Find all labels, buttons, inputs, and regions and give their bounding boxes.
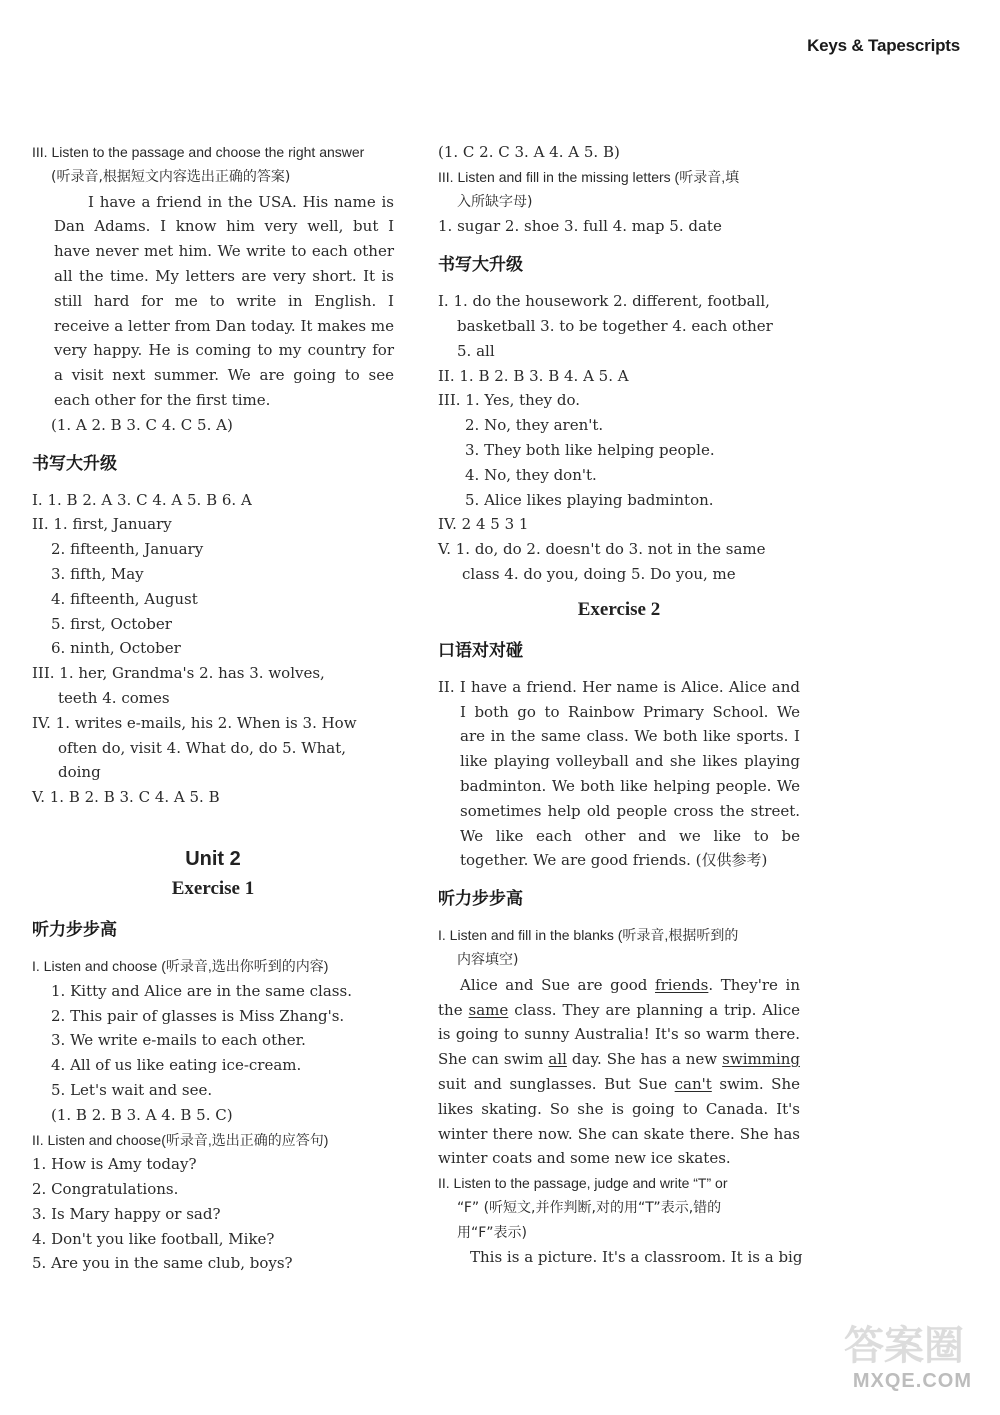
- list-item: 1. How is Amy today?: [32, 1155, 197, 1174]
- passage: This is a picture. It's a classroom. It is a big: [470, 1248, 803, 1267]
- filled-blank: can't: [674, 1074, 712, 1093]
- section-heading-writing: 书写大升级: [32, 453, 117, 474]
- passage-text: Alice and Sue are good: [460, 975, 656, 994]
- answer-line: 3. They both like helping people.: [465, 440, 715, 459]
- list-item: 3. Is Mary happy or sad?: [32, 1204, 221, 1223]
- passage: II. I have a friend. Her name is Alice. Alice and I both go to Rainbow Primary School. We are in the same class. We both like sports. I like playing volleyball and she likes playing badminton. We both like helping people. We sometimes help old people cross the street. We like each other and we like to be together. We are good friends. (仅供参考): [438, 677, 800, 870]
- answer-line: 4. fifteenth, August: [51, 589, 198, 608]
- section-heading-oral: 口语对对碰: [438, 640, 523, 661]
- section-title-cn: 入所缺字母): [457, 193, 533, 210]
- answer-line: 2. fifteenth, January: [51, 540, 204, 559]
- exercise-title: Exercise 1: [171, 877, 255, 899]
- list-item: 2. This pair of glasses is Miss Zhang's.: [51, 1006, 345, 1025]
- answer-line: I. 1. do the housework 2. different, football,: [438, 292, 770, 311]
- section-title-cn: 内容填空): [457, 951, 519, 968]
- list-item: 3. We write e-mails to each other.: [51, 1031, 306, 1050]
- answer-line: teeth 4. comes: [58, 688, 170, 707]
- list-item: 4. Don't you like football, Mike?: [32, 1229, 275, 1248]
- passage-text: class. They are planning a trip. Alice is going to sunny Australia! It's so warm there. She can swim: [438, 1000, 800, 1069]
- filled-blank: all: [548, 1050, 567, 1069]
- section-heading-writing: 书写大升级: [438, 255, 523, 276]
- section-title-cn: 用“F”表示): [457, 1224, 528, 1241]
- section-title: II. Listen and choose(听录音,选出正确的应答句): [32, 1131, 329, 1148]
- section-heading-listening: 听力步步高: [32, 919, 117, 940]
- answer-line: 6. ninth, October: [51, 639, 181, 658]
- answer-line: V. 1. do, do 2. doesn't do 3. not in the same: [438, 540, 766, 559]
- answer-line: doing: [58, 763, 101, 782]
- section-title: III. Listen to the passage and choose the right answer: [32, 144, 365, 160]
- answer-line: class 4. do you, doing 5. Do you, me: [462, 564, 736, 583]
- answers: (1. A 2. B 3. C 4. C 5. A): [51, 415, 233, 434]
- section-title: I. Listen and choose (听录音,选出你听到的内容): [32, 957, 329, 974]
- answer-line: III. 1. Yes, they do.: [438, 391, 581, 410]
- section-heading-listening: 听力步步高: [438, 889, 523, 910]
- watermark-logo: 答案圈: [844, 1323, 964, 1369]
- answer-line: often do, visit 4. What do, do 5. What,: [58, 738, 347, 757]
- answer-line: III. 1. her, Grandma's 2. has 3. wolves,: [32, 664, 325, 683]
- answer-line: 4. No, they don't.: [465, 465, 597, 484]
- answer-line: 5. all: [457, 341, 495, 360]
- answer-line: 5. first, October: [51, 614, 172, 633]
- list-item: 2. Congratulations.: [32, 1180, 179, 1199]
- running-header: Keys & Tapescripts: [807, 36, 960, 55]
- answer-line: 5. Alice likes playing badminton.: [465, 490, 714, 509]
- unit-title: Unit 2: [185, 847, 241, 870]
- passage-text: swim. She likes skating. So she is going to Canada. It's winter there now. She can skate there. She has winter coats and some new ice skates.: [438, 1074, 800, 1168]
- answer-line: 3. fifth, May: [51, 564, 144, 583]
- watermark-url: MXQE.COM: [852, 1370, 972, 1392]
- answers: 1. sugar 2. shoe 3. full 4. map 5. date: [438, 217, 722, 236]
- answer-line: V. 1. B 2. B 3. C 4. A 5. B: [32, 788, 220, 807]
- answer-line: basketball 3. to be together 4. each other: [457, 316, 773, 335]
- filled-blank: same: [468, 1000, 509, 1019]
- answers: (1. B 2. B 3. A 4. B 5. C): [51, 1105, 233, 1124]
- answer-line: II. 1. first, January: [32, 515, 172, 534]
- fill-in-passage: [438, 973, 800, 1171]
- answer-line: 2. No, they aren't.: [465, 416, 604, 435]
- answer-line: I. 1. B 2. A 3. C 4. A 5. B 6. A: [32, 490, 252, 509]
- right-column: [438, 140, 803, 1270]
- passage-text: day. She has a new: [566, 1050, 723, 1069]
- left-column: [32, 140, 394, 1276]
- list-item: 5. Are you in the same club, boys?: [32, 1254, 293, 1273]
- answers: (1. C 2. C 3. A 4. A 5. B): [438, 143, 620, 161]
- passage-text: . They're in the: [438, 975, 800, 1019]
- section-title-cn: (听录音,根据短文内容选出正确的答案): [51, 168, 291, 185]
- section-title: III. Listen and fill in the missing letters (听录音,填: [438, 168, 740, 185]
- answer-line: IV. 1. writes e-mails, his 2. When is 3. How: [32, 713, 357, 732]
- section-title: II. Listen to the passage, judge and write “T” or: [438, 1175, 728, 1192]
- list-item: 5. Let's wait and see.: [51, 1080, 213, 1099]
- passage: I have a friend in the USA. His name is Dan Adams. I know him very well, but I have never met him. We write to each other all the time. My letters are very short. It is still hard for me to write in English. I receive a letter from Dan today. It makes me very happy. He is coming to my country for a visit next summer. We are going to see each other for the first time.: [54, 192, 394, 409]
- filled-blank: swimming: [722, 1050, 800, 1069]
- passage-text: suit and sunglasses. But Sue: [438, 1074, 675, 1093]
- filled-blank: friends: [655, 975, 709, 994]
- answer-line: II. 1. B 2. B 3. B 4. A 5. A: [438, 366, 629, 385]
- exercise-title: Exercise 2: [577, 598, 661, 620]
- list-item: 1. Kitty and Alice are in the same class.: [51, 981, 352, 1000]
- section-title: I. Listen and fill in the blanks (听录音,根据听到的: [438, 927, 739, 944]
- section-title-cn: “F” (听短文,并作判断,对的用“T”表示,错的: [457, 1199, 722, 1216]
- list-item: 4. All of us like eating ice-cream.: [51, 1056, 302, 1075]
- answer-line: IV. 2 4 5 3 1: [438, 515, 529, 534]
